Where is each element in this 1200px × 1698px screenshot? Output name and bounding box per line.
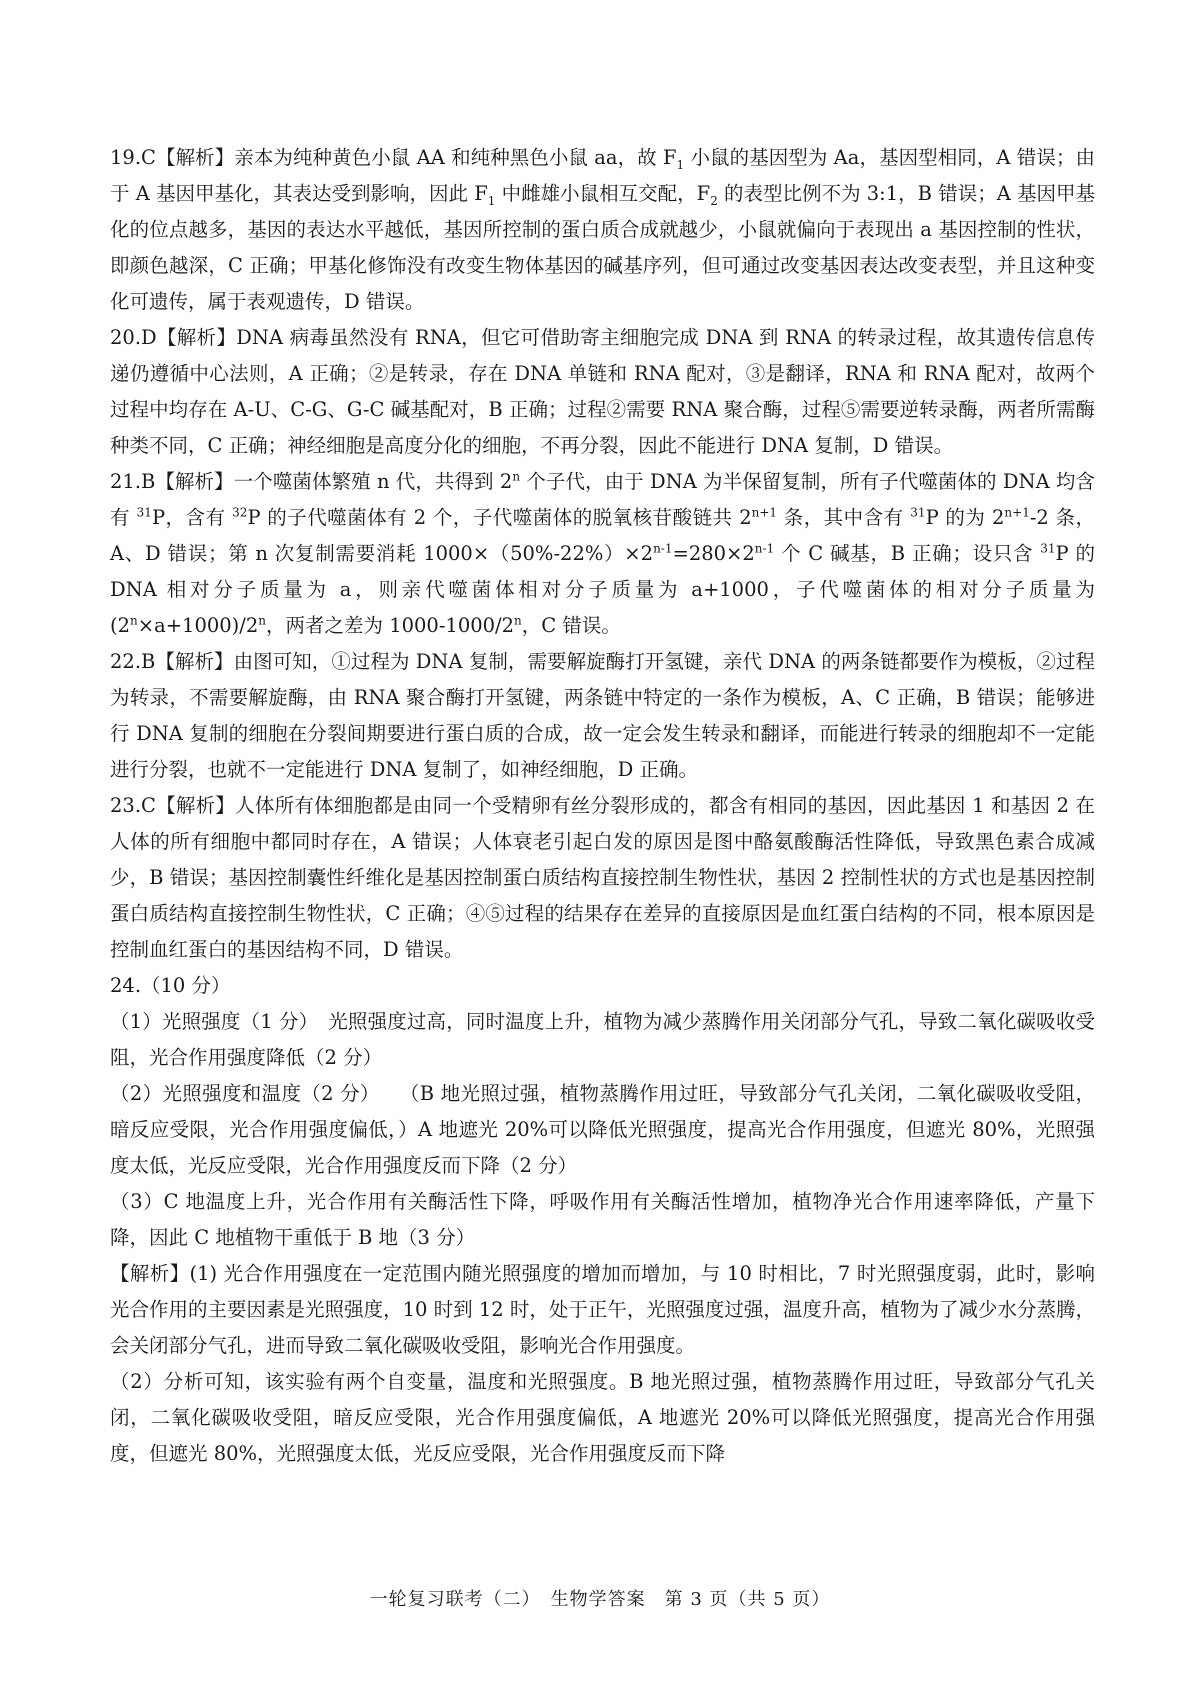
text-run: （2）分析可知，该实验有两个自变量，温度和光照强度。B 地光照过强，植物蒸腾作用过旺，导致部分气孔关闭，二氧化碳吸收受阻，暗反应受限，光合作用强度偏低，A 地遮光 20%可以降低光照强度，提高光合作用强度，但遮光 80%，光照强度太低，光反应受限，光合作用强度反而下降 [110,1370,1095,1465]
page-footer: 一轮复习联考（二） 生物学答案 第 3 页（共 5 页） [369,1589,831,1610]
paragraph-q19 [110,140,1095,320]
paragraph-q22 [110,644,1095,788]
text-run: -2 条，A、D 错误；第 n 次复制需要消耗 1000×（50%-22%）×2 [110,506,1095,565]
text-run: 的表型比例不为 3:1，B 错误；A 基因甲基化的位点越多，基因的表达水平越低，基因所控制的蛋白质合成就越少，小鼠就偏向于表现出 a 基因控制的性状，即颜色越深，C 正确；甲基化修饰没有改变生物体基因的碱基序列，但可通过改变基因表达改变表型，并且这种变化可遗传，属于表观遗传，D 错误。 [110,182,1095,313]
text-run: P 的为 2 [925,506,1005,529]
text-run: 24.（10 分） [110,974,231,997]
text-run: ，两者之差为 1000-1000/2 [266,614,515,637]
text-run: 个子代，由于 DNA 为半保留复制，所有子代噬菌体的 DNA 均含有 [110,470,1095,529]
superscript: n [258,613,266,628]
paragraph-q24-2 [110,1076,1095,1184]
superscript: n [514,613,522,628]
text-run: （1）光照强度（1 分） 光照强度过高，同时温度上升，植物为减少蒸腾作用关闭部分气孔，导致二氧化碳吸收受阻，光合作用强度降低（2 分） [110,1010,1095,1069]
superscript: n [512,469,521,484]
superscript: n-1 [653,541,673,556]
superscript: n+1 [1004,505,1030,520]
paragraph-q24 [110,968,1095,1004]
paragraph-q20 [110,320,1095,464]
text-run: P 的 DNA 相对分子质量为 a，则亲代噬菌体相对分子质量为 a+1000，子代噬菌体的相对分子质量为(2 [110,542,1096,637]
paragraph-q21 [110,464,1095,644]
paragraph-q24-1 [110,1004,1095,1076]
text-run: 中雌雄小鼠相互交配，F [495,182,711,205]
superscript: n [130,613,138,628]
text-run: （3）C 地温度上升，光合作用有关酶活性下降，呼吸作用有关酶活性增加，植物净光合作用速率降低，产量下降，因此 C 地植物干重低于 B 地（3 分） [110,1190,1095,1249]
paragraph-q24-jx1 [110,1256,1095,1364]
answer-content [110,140,1095,1472]
superscript: 31 [136,505,152,520]
text-run: P 的子代噬菌体有 2 个，子代噬菌体的脱氧核苷酸链共 2 [247,506,752,529]
paragraph-q24-3 [110,1184,1095,1256]
text-run: 小鼠的基因型为 Aa，基因型相同，A 错误；由于 A 基因甲基化，其表达受到影响，因此 F [110,146,1095,205]
text-run: P，含有 [151,506,233,529]
text-run: 23.C【解析】人体所有体细胞都是由同一个受精卵有丝分裂形成的，都含有相同的基因，因此基因 1 和基因 2 在人体的所有细胞中都同时存在，A 错误；人体衰老引起白发的原因是图中酪氨酸酶活性降低，导致黑色素合成减少，B 错误；基因控制囊性纤维化是基因控制蛋白质结构直接控制生物性状，基因 2 控制性状的方式也是基因控制蛋白质结构直接控制生物性状，C 正确；④⑤过程的结果存在差异的直接原因是血红蛋白结构的不同，根本原因是控制血红蛋白的基因结构不同，D 错误。 [110,794,1095,961]
superscript: 32 [232,505,248,520]
text-run: 20.D【解析】DNA 病毒虽然没有 RNA，但它可借助寄主细胞完成 DNA 到 RNA 的转录过程，故其遗传信息传递仍遵循中心法则，A 正确；②是转录，存在 DNA 单链和 RNA 配对，③是翻译，RNA 和 RNA 配对，故两个过程中均存在 A-U、C-G、G-C 碱基配对，B 正确；过程②需要 RNA 聚合酶，过程⑤需要逆转录酶，两者所需酶种类不同，C 正确；神经细胞是高度分化的细胞，不再分裂，因此不能进行 DNA 复制，D 错误。 [110,326,1095,457]
text-run: ×a+1000)/2 [137,614,259,637]
subscript: 1 [676,157,685,172]
text-run: ，C 错误。 [521,614,621,637]
paragraph-q24-jx2 [110,1364,1095,1472]
text-run: 个 C 碱基，B 正确；设只含 [774,542,1041,565]
subscript: 1 [487,193,496,208]
paragraph-q23 [110,788,1095,968]
text-run: =280×2 [672,542,755,565]
text-run: 21.B【解析】一个噬菌体繁殖 n 代，共得到 2 [110,470,513,493]
text-run: 条，其中含有 [777,506,911,529]
superscript: n+1 [751,505,778,520]
superscript: 31 [1040,541,1056,556]
text-run: （2）光照强度和温度（2 分） （B 地光照过强，植物蒸腾作用过旺，导致部分气孔关闭，二氧化碳吸收受阻，暗反应受限，光合作用强度偏低，）A 地遮光 20%可以降低光照强度，提高光合作用强度，但遮光 80%，光照强度太低，光反应受限，光合作用强度反而下降（2 分） [110,1082,1095,1177]
text-run: 19.C【解析】亲本为纯种黄色小鼠 AA 和纯种黑色小鼠 aa，故 F [110,146,677,169]
text-run: 22.B【解析】由图可知，①过程为 DNA 复制，需要解旋酶打开氢键，亲代 DNA 的两条链都要作为模板，②过程为转录，不需要解旋酶，由 RNA 聚合酶打开氢键，两条链中特定的一条作为模板，A、C 正确，B 错误；能够进行 DNA 复制的细胞在分裂间期要进行蛋白质的合成，故一定会发生转录和翻译，而能进行转录的细胞却不一定能进行分裂，也就不一定能进行 DNA 复制了，如神经细胞，D 正确。 [110,650,1095,781]
text-run: 【解析】(1) 光合作用强度在一定范围内随光照强度的增加而增加，与 10 时相比，7 时光照强度弱，此时，影响光合作用的主要因素是光照强度，10 时到 12 时，处于正午，光照强度过强，温度升高，植物为了减少水分蒸腾，会关闭部分气孔，进而导致二氧化碳吸收受阻，影响光合作用强度。 [110,1262,1095,1357]
subscript: 2 [710,193,718,208]
superscript: 31 [910,505,926,520]
superscript: n-1 [754,541,775,556]
